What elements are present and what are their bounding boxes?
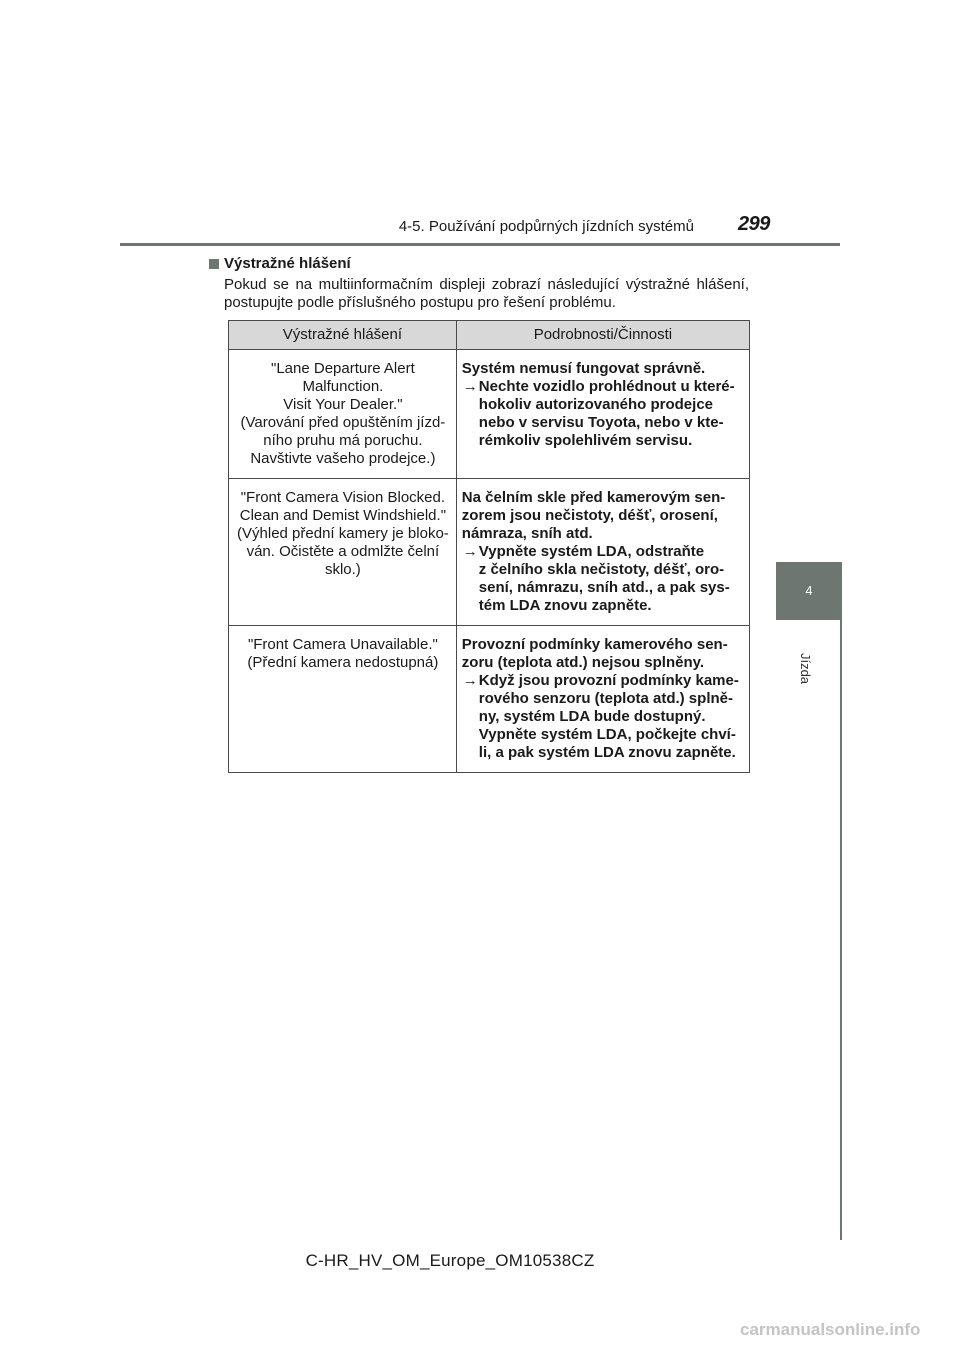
action-step: [462, 543, 745, 615]
action-step: [462, 378, 745, 450]
chapter-tab: [776, 562, 842, 620]
document-code: C-HR_HV_OM_Europe_OM10538CZ: [305, 1251, 595, 1270]
action-line: rového senzoru (teplota atd.) splně-: [478, 690, 733, 707]
detail-cell: [456, 479, 749, 626]
action-line: hokoliv autorizovaného prodejce: [478, 396, 714, 413]
page-number: 299: [738, 213, 770, 235]
detail-line: námraza, sníh atd.: [461, 525, 593, 542]
action-step: [462, 672, 745, 762]
warning-message-cell: [229, 350, 457, 479]
action-line: nebo v servisu Toyota, nebo v kte-: [478, 414, 724, 431]
table-row: [229, 479, 750, 626]
warning-section: [209, 255, 754, 312]
action-text: [479, 378, 745, 450]
message-line: "Lane Departure Alert: [271, 360, 415, 377]
detail-cell: [456, 626, 749, 773]
table-row: [229, 626, 750, 773]
action-line: rémkoliv spolehlivém servisu.: [478, 432, 693, 449]
arrow-right-icon: →: [462, 672, 478, 689]
header-divider: [120, 243, 840, 246]
message-line: (Výhled přední kamery je bloko-: [237, 525, 449, 542]
chapter-tab-label-text: Jízda: [798, 652, 814, 684]
warning-table: [228, 320, 750, 773]
detail-line: Systém nemusí fungovat správně.: [461, 360, 706, 377]
action-line: sení, námrazu, sníh atd., a pak sys-: [478, 579, 730, 596]
message-line: (Varování před opuštěním jízd-: [240, 414, 446, 431]
action-line: Nechte vozidlo prohlédnout u které-: [478, 378, 735, 395]
message-line: "Front Camera Unavailable.": [247, 636, 438, 653]
warning-message-cell: [229, 626, 457, 773]
table-header-row: [229, 321, 750, 350]
action-text: [479, 672, 745, 762]
detail-line: Na čelním skle před kamerovým sen-: [461, 489, 726, 506]
action-line: ny, systém LDA bude dostupný.: [478, 708, 706, 725]
column-header-message: Výstražné hlášení: [229, 321, 457, 350]
section-heading: [209, 255, 754, 272]
message-line: Navštivte vašeho prodejce.): [250, 450, 436, 467]
action-line: Vypněte systém LDA, odstraňte: [478, 543, 705, 560]
detail-cell: [456, 350, 749, 479]
message-line: Malfunction.: [302, 378, 384, 395]
message-line: Clean and Demist Windshield.": [239, 507, 447, 524]
action-text: [479, 543, 745, 615]
action-line: Vypněte systém LDA, počkejte chví-: [478, 726, 736, 743]
message-line: Visit Your Dealer.": [283, 396, 403, 413]
message-line: sklo.): [324, 561, 361, 578]
action-line: Když jsou provozní podmínky kame-: [478, 672, 739, 689]
message-line: "Front Camera Vision Blocked.: [240, 489, 446, 506]
detail-line: Provozní podmínky kamerového sen-: [461, 636, 728, 653]
section-intro: Pokud se na multiinformačním displeji zobrazí následující výstražné hlášení, postupujte podle příslušného postupu pro řešení problému.: [224, 276, 749, 311]
site-watermark: carmanualsonline.info: [740, 1320, 921, 1339]
section-heading-text: Výstražné hlášení: [224, 255, 351, 272]
message-line: ního pruhu má poruchu.: [263, 432, 423, 449]
warning-message-cell: [229, 479, 457, 626]
action-line: tém LDA znovu zapněte.: [478, 597, 652, 614]
square-bullet-icon: [209, 259, 219, 269]
action-line: li, a pak systém LDA znovu zapněte.: [478, 744, 736, 761]
table-row: [229, 350, 750, 479]
chapter-tab-label: [786, 648, 826, 688]
arrow-right-icon: →: [462, 543, 478, 560]
detail-line: zoru (teplota atd.) nejsou splněny.: [461, 654, 705, 671]
detail-line: zorem jsou nečistoty, déšť, orosení,: [461, 507, 718, 524]
message-line: ván. Očistěte a odmlžte čelní: [246, 543, 440, 560]
arrow-right-icon: →: [462, 378, 478, 395]
chapter-tab-number: 4: [805, 583, 813, 598]
chapter-section-title: 4-5. Používání podpůrných jízdních systémů: [398, 218, 694, 235]
column-header-details: Podrobnosti/Činnosti: [456, 321, 749, 350]
message-line: (Přední kamera nedostupná): [247, 654, 439, 671]
action-line: z čelního skla nečistoty, déšť, oro-: [478, 561, 725, 578]
chapter-tab-rail: [840, 620, 842, 1240]
